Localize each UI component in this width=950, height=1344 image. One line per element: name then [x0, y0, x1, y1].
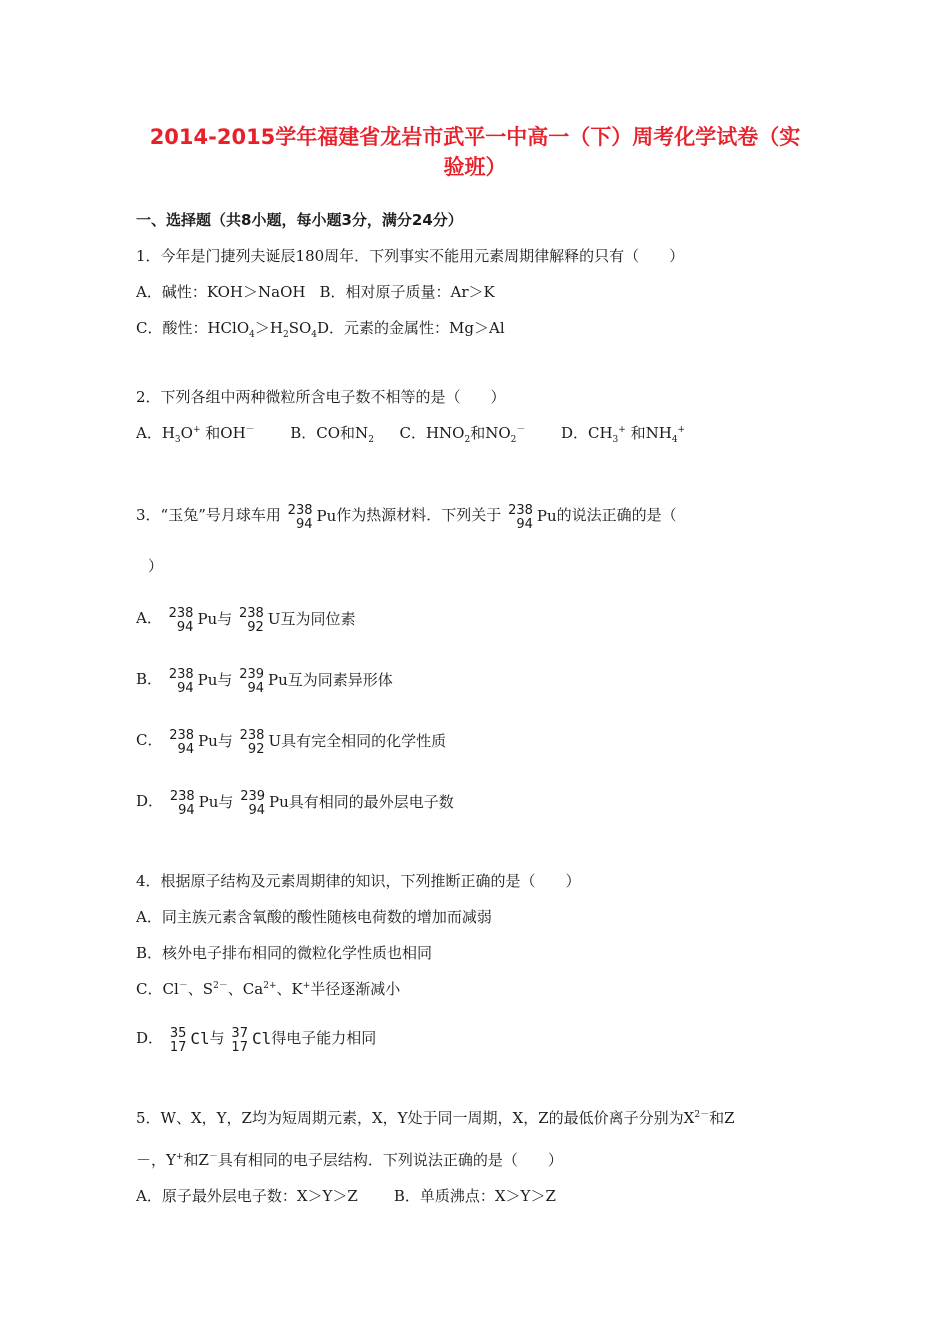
section-heading: 一、选择题（共8小题，每小题3分，满分24分）: [136, 211, 463, 229]
question-2-options: [136, 423, 685, 443]
question-1-stem: 1．今年是门捷列夫诞辰180周年．下列事实不能用元素周期律解释的只有（ ）: [136, 247, 685, 265]
option-a: A．碱性：KOH＞NaOH: [136, 283, 306, 301]
option-b: B．CO和$N_2$: [290, 424, 374, 445]
question-3-option-c: C． 238 94 Pu与 238 92 U具有完全相同的化学性质: [136, 728, 447, 757]
question-3-stem-end: ）: [148, 557, 164, 575]
question-5-options: [136, 1186, 556, 1206]
isotope-pu-238: 238 94 Pu: [287, 503, 337, 532]
question-4-option-d: D． 35 17 Cl 与 37 17 Cl 得电子能力相同: [136, 1026, 377, 1055]
question-3-option-a: A． 238 94 Pu与 238 92 U互为同位素: [136, 606, 356, 635]
option-b: B．单质沸点：X＞Y＞Z: [393, 1187, 556, 1205]
option-a: A．$H_3O^+$ 和OH－: [136, 424, 255, 445]
option-d: D．$CH_3^+$ 和$NH_4^+$: [560, 424, 686, 445]
title-line-1: 2014-2015学年福建省龙岩市武平一中高一（下）周考化学试卷（实: [149, 125, 801, 149]
isotope-pu-238: 238 94 Pu: [508, 503, 557, 532]
page-title: [100, 122, 850, 182]
question-3-option-d: D． 238 94 Pu与 239 94 Pu具有相同的最外层电子数: [136, 789, 454, 818]
question-4-option-a: A．同主族元素含氧酸的酸性随核电荷数的增加而减弱: [136, 908, 492, 926]
option-b: B．相对原子质量：Ar＞K: [319, 283, 495, 301]
question-3-option-b: B． 238 94 Pu与 239 94 Pu互为同素异形体: [136, 667, 393, 696]
question-4-stem: 4．根据原子结构及元素周期律的知识，下列推断正确的是（ ）: [136, 872, 581, 890]
option-c: C．酸性：$HClO_4>H_2SO_4$: [136, 319, 318, 340]
question-2-stem: 2．下列各组中两种微粒所含电子数不相等的是（ ）: [136, 388, 506, 406]
question-4-option-c: C．Cl－、$S^{2-}$、$Ca^{2+}$、K+半径逐渐减小: [136, 980, 401, 998]
option-d: D．元素的金属性：Mg＞Al: [317, 319, 505, 337]
question-5-stem-line-1: 5．W、X，Y，Z均为短周期元素，X，Y处于同一周期，X，Z的最低价离子分别为$X^{2-}$和Z: [136, 1109, 735, 1127]
question-5-stem-line-2: －，Y+和Z－具有相同的电子层结构．下列说法正确的是（ ）: [136, 1151, 563, 1169]
option-a: A．原子最外层电子数：X＞Y＞Z: [136, 1187, 358, 1205]
title-line-2: 验班）: [443, 155, 507, 179]
question-1-options-cd: [136, 318, 505, 338]
question-3-stem: 3．“玉兔”号月球车用 238 94 Pu 作为热源材料．下列关于 238 94 Pu 的说法正确的是（: [136, 503, 677, 532]
option-c: C．$HNO_2$和$NO_2^-$: [399, 424, 526, 445]
question-4-option-b: B．核外电子排布相同的微粒化学性质也相同: [136, 944, 433, 962]
question-1-options-ab: [136, 282, 495, 302]
